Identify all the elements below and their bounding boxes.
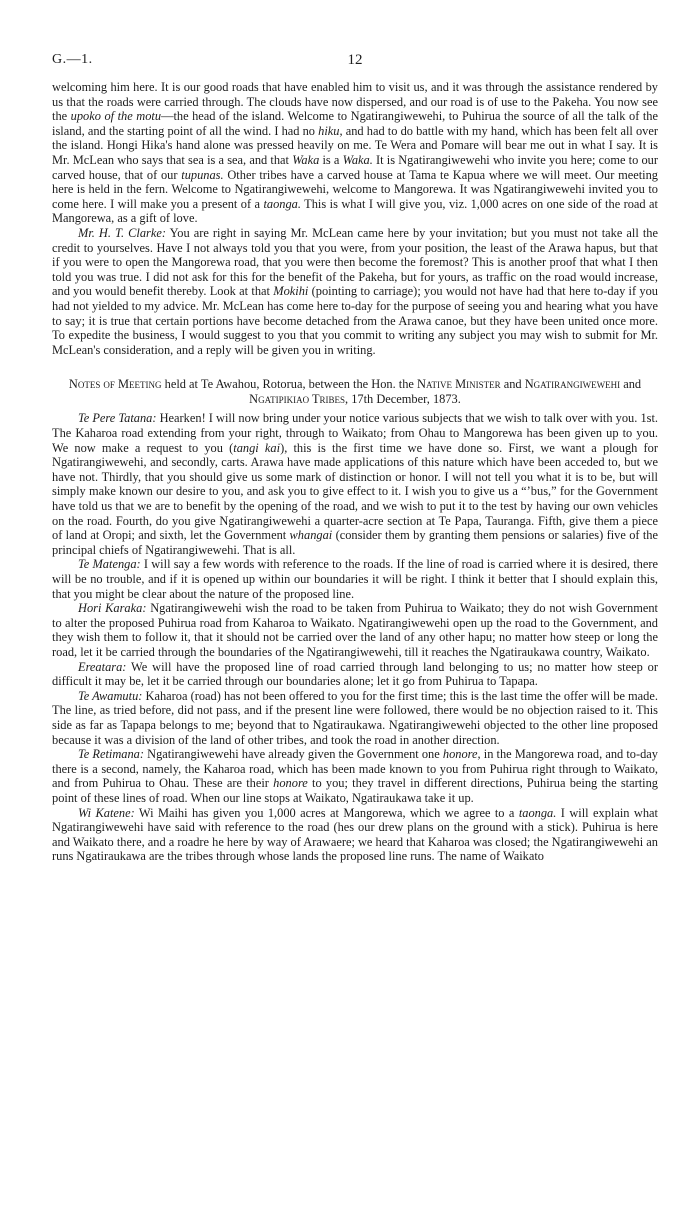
speaker-name: Te Awamutu: [78, 688, 143, 703]
page-number: 12 [347, 52, 363, 68]
paragraph-te-awamutu: Te Awamutu: Kaharoa (road) has not been offered to you for the first time; this is the last time the offer will be made. The line, as tried before, did not pass, and if the present line were followed, there would be no objection raised to it. This side as far as Tapapa belongs to me; beyond that to Ngatiraukawa. Ngatirangiwewehi objected to the other line proposed because it was a division of the land of other tribes, and took the road in another direction. [52, 688, 658, 747]
paragraph-wi-katene: Wi Katene: Wi Maihi has given you 1,000 acres at Mangorewa, which we agree to a taonga. I will explain what Ngatirangiwewehi have said with reference to the road (hes our drew plans on the ground with a stick). Puhirua is here and Waikato there, and a roadre he here by way of Arawaere; we heard that Kaharoa was closed; the Ngatirangiwewehi an runs Ngatiraukawa are the tribes through whose lands the proposed line runs. The name of Waikato [52, 805, 658, 864]
speaker-name: Ereatara: [78, 659, 127, 674]
speaker-name: Mr. H. T. Clarke: [78, 225, 166, 240]
section-heading: Notes of Meeting held at Te Awahou, Rotorua, between the Hon. the Native Minister and Ngatirangiwewehi and Ngatipikiao Tribes, 17th December, 1873. [68, 377, 642, 406]
paragraph-hori-karaka: Hori Karaka: Ngatirangiwewehi wish the road to be taken from Puhirua to Waikato; they do not wish Government to alter the proposed Puhirua road from Kaharoa to Waikato. Ngatirangiwewehi open up the road to the Government, and they wish them to follow it, that it should not be carried over the land of any other hapu; no matter how steep or long the road, let it be carried through the boundaries of the Ngatirangiwewehi, till it reaches the Ngatiraukawa country, Waikato. [52, 601, 658, 659]
paragraph-clarke-reply: Mr. H. T. Clarke: You are right in saying Mr. McLean came here by your invitation; but you must not take all the credit to yourselves. Have I not always told you that you were, from your position, the least of the Arawa hapus, but that if you were to open the Mangorewa road, that you were then become the foremost? This is another proof that what I then told you was true. I did not ask for this for the benefit of the Pakeha, but for yours, as traffic on the road would increase, and you would benefit thereby. Look at that Mokihi (pointing to carriage); you would not have had that here to-day if you had not yielded to my advice. Mr. McLean has come here to-day for the purpose of seeing you and hearing what you have to say; it is true that certain portions have become detached from the Arawa canoe, but they have been united once more. To expedite the business, I would suggest to you that you commit to writing any subject you may wish to submit for Mr. McLean's consideration, and a reply will be given you in writing. [52, 225, 658, 357]
paragraph-welcome-continued: welcoming him here. It is our good roads that have enabled him to visit us, and it was through the assistance rendered by us that the roads were carried through. The clouds have now dispersed, and our road is of use to the Pakeha. You now see the upoko of the motu—the head of the island. Welcome to Ngatirangiwewehi, to Puhirua the source of all the talk of the island, and the starting point of all the wind. I had no hiku, and had to do battle with my hand, which has been felt all over the island. Hongi Hika's hand alone was pressed heavily on me. Te Wera and Pomare will bear me out in what I say. It is Mr. McLean who says that sea is a sea, and that Waka is a Waka. It is Ngatirangiwewehi who invite you here; come to our carved house, that of our tupunas. Other tribes have a carved house at Tama te Kapua where we will meet. Our meeting here is held in the fern. Welcome to Ngatirangiwewehi, welcome to Mangorewa. It was Ngatirangiwewehi invited you to come here. I will make you a present of a taonga. This is what I will give you, viz. 1,000 acres on one side of the road at Mangorewa, as a gift of love. [52, 80, 658, 226]
document-page [52, 52, 658, 1212]
paragraph-te-matenga: Te Matenga: I will say a few words with reference to the roads. If the line of road is carried where it is desired, there will be no trouble, and if it is opened up within our boundaries it will be right. I think it better that I should explain this, that you might be clear about the nature of the proposed line. [52, 557, 658, 601]
page-header [52, 52, 658, 78]
speaker-name: Wi Katene: [78, 805, 135, 820]
speaker-name: Te Retimana: [78, 747, 144, 762]
speaker-name: Te Matenga: [78, 557, 141, 572]
document-reference: G.—1. [52, 52, 93, 67]
paragraph-te-pere-tatana: Te Pere Tatana: Hearken! I will now bring under your notice various subjects that we wish to talk over with you. 1st. The Kaharoa road extending from your right, through to Waikato; from Ohau to Mangorewa has been given up to you. We now make a request to you (tangi kai), this is the first time we have done so. First, we want a plough for Ngatirangiwewehi, and secondly, carts. Arawa have made applications of this nature which have been acceded to, but we have not. Thirdly, that you should give us some mark of distinction or honor. I will not tell you what it is to be, but will simply make known our desire to you, and ask you to give effect to it. I wish you to give us a “’bus,” for the Government have told us that we are to benefit by the opening of the road, and we wish to put it to the test by having our own vehicles on the road. Fourth, do you give Ngatirangiwewehi a quarter-acre section at Te Papa, Tauranga. Fifth, give them a piece of land at Oropi; and sixth, let the Government whangai (consider them by granting them pensions or salaries) five of the principal chiefs of Ngatirangiwewehi. That is all. [52, 411, 658, 557]
paragraph-ereatara: Ereatara: We will have the proposed line of road carried through land belonging to us; no matter how steep or difficult it may be, let it be carried through our boundaries alone; let it go from Puhirua to Tapapa. [52, 659, 658, 689]
speaker-name: Hori Karaka: [78, 601, 147, 616]
speaker-name: Te Pere Tatana: [78, 411, 157, 426]
paragraph-te-retimana: Te Retimana: Ngatirangiwewehi have already given the Government one honore, in the Mangorewa road, and to-day there is a second, namely, the Kaharoa road, which has been made known to you from Puhirua right through to Waikato, and from Puhirua to Ohau. These are their honore to you; they travel in different directions, Puhirua being the starting point of these lines of road. When our line stops at Waikato, Ngatiraukawa take it up. [52, 747, 658, 805]
